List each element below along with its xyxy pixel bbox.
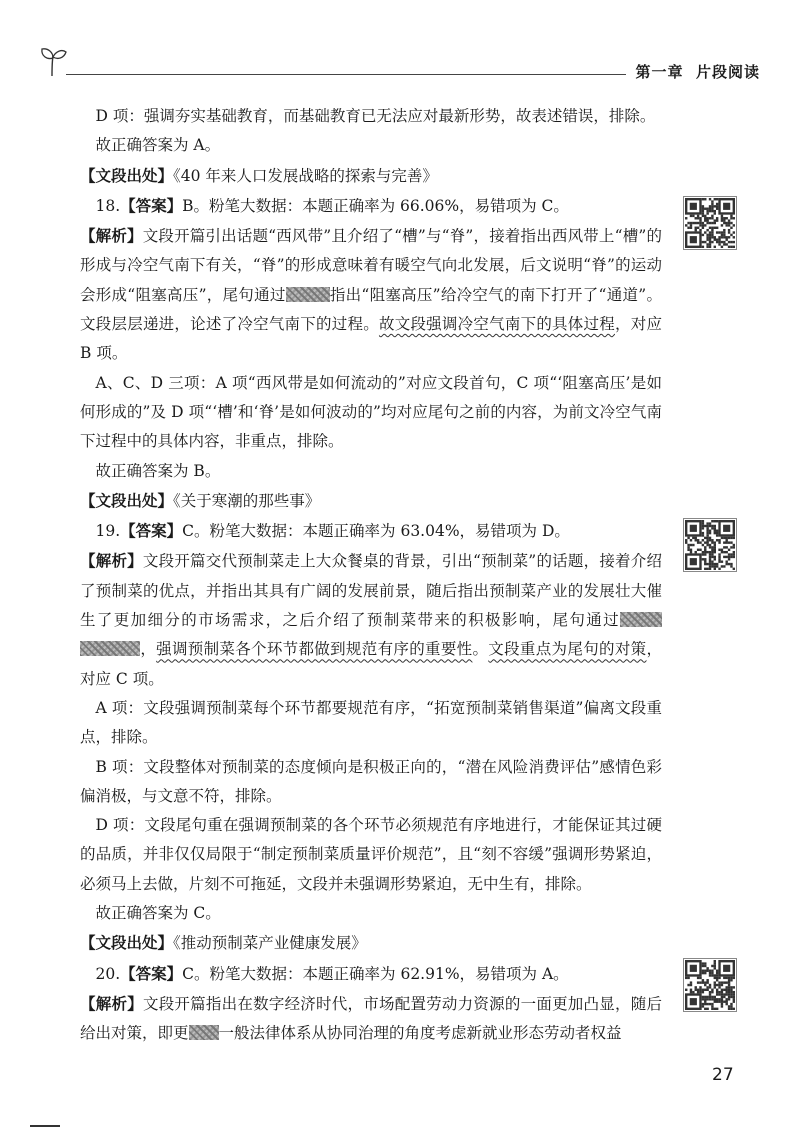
answer-label: 【答案】 bbox=[120, 521, 183, 541]
page-number: 27 bbox=[712, 1065, 734, 1085]
q19-option-b: B 项：文段整体对预制菜的态度倾向是积极正向的，“潜在风险消费评估”感情色彩偏消极，与文意不符，排除。 bbox=[80, 757, 662, 805]
redacted-mosaic bbox=[286, 287, 330, 302]
q18-analysis-part3: ，对应 B 项。 bbox=[80, 315, 662, 363]
q20-analysis-part2: 一般法律体系从协同治理的角度考虑新就业形态劳动者权益 bbox=[218, 1024, 622, 1043]
q18-analysis-emphasis: 故文段强调冷空气南下的具体过程 bbox=[378, 315, 615, 334]
q20-answer bbox=[80, 959, 662, 989]
q18-answer bbox=[80, 191, 662, 221]
q19-conclusion: 故正确答案为 C。 bbox=[95, 904, 221, 923]
qr-code-icon[interactable] bbox=[683, 958, 737, 1012]
q17-conclusion: 故正确答案为 A。 bbox=[95, 136, 221, 155]
source-label: 【文段出处】 bbox=[80, 165, 174, 185]
source-label: 【文段出处】 bbox=[80, 490, 174, 510]
q17-option-d: D 项：强调夯实基础教育，而基础教育已无法应对最新形势，故表述错误，排除。 bbox=[95, 107, 656, 125]
q18-answer-text: B。粉笔大数据：本题正确率为 66.06%，易错项为 C。 bbox=[182, 196, 569, 215]
q20-number: 20. bbox=[95, 964, 121, 983]
q19-analysis-part2: ， bbox=[140, 640, 157, 659]
q17-source-title: 《40 年来人口发展战略的探索与完善》 bbox=[173, 166, 438, 185]
q19-option-d: D 项：文段尾句重在强调预制菜的各个环节必须规范有序地进行，才能保证其过硬的品质，并非仅仅局限于“制定预制菜质量评价规范”，且“刻不容缓”强调形势紧迫，必须马上去做，片刻不可拖延，文段并未强调形势紧迫，无中生有，排除。 bbox=[80, 816, 662, 893]
q17-source bbox=[80, 161, 662, 191]
q19-answer bbox=[80, 516, 662, 546]
analysis-label: 【解析】 bbox=[80, 993, 143, 1013]
q19-source-title: 《推动预制菜产业健康发展》 bbox=[173, 934, 367, 953]
q18-analysis-part2: 指出“阻塞高压”给冷空气的南下打开了“通道”。文段层层递进，论述了冷空气南下的过程。 bbox=[80, 285, 662, 334]
q19-analysis-part3: 。 bbox=[472, 640, 489, 659]
q18-source-title: 《关于寒潮的那些事》 bbox=[173, 491, 321, 510]
source-label: 【文段出处】 bbox=[80, 933, 174, 953]
q20-analysis bbox=[80, 989, 662, 1049]
answer-label: 【答案】 bbox=[120, 963, 183, 983]
analysis-label: 【解析】 bbox=[80, 551, 143, 571]
q19-analysis-emphasis-2: 文段重点为尾句的对策 bbox=[488, 640, 647, 659]
q18-conclusion: 故正确答案为 B。 bbox=[95, 461, 221, 480]
header-rule bbox=[66, 74, 626, 75]
q19-analysis bbox=[80, 546, 662, 693]
redacted-mosaic bbox=[189, 1025, 219, 1040]
q19-option-a: A 项：文段强调预制菜每个环节都要规范有序，“拓宽预制菜销售渠道”偏离文段重点，排除。 bbox=[80, 698, 662, 747]
q18-source bbox=[80, 486, 662, 516]
redacted-mosaic bbox=[80, 641, 140, 656]
chapter-number: 第一章 bbox=[635, 63, 684, 81]
q18-options-acd: A、C、D 三项：A 项“西风带是如何流动的”对应文段首句，C 项“‘阻塞高压’是如何形成的”及 D 项“‘槽’和‘脊’是如何波动的”均对应尾句之前的内容，为前文冷空气南下过程中的具体内容，非重点，排除。 bbox=[80, 373, 662, 451]
bottom-rule bbox=[30, 1125, 60, 1127]
qr-code-icon[interactable] bbox=[683, 518, 737, 572]
page-header bbox=[38, 42, 760, 82]
q18-analysis bbox=[80, 221, 662, 368]
q20-answer-text: C。粉笔大数据：本题正确率为 62.91%，易错项为 A。 bbox=[182, 964, 569, 983]
q19-answer-text: C。粉笔大数据：本题正确率为 63.04%，易错项为 D。 bbox=[182, 522, 570, 541]
q18-number: 18. bbox=[95, 196, 121, 215]
q19-source bbox=[80, 928, 662, 958]
analysis-label: 【解析】 bbox=[80, 226, 143, 246]
q19-analysis-part1: 文段开篇交代预制菜走上大众餐桌的背景，引出“预制菜”的话题，接着介绍了预制菜的优点，并指出其具有广阔的发展前景，随后指出预制菜产业的发展壮大催生了更加细分的市场需求，之后介绍了预制菜带来的积极影响，尾句通过 bbox=[80, 552, 662, 630]
qr-code-icon[interactable] bbox=[683, 196, 737, 250]
redacted-mosaic bbox=[620, 612, 662, 627]
q19-number: 19. bbox=[95, 522, 121, 541]
sprout-icon bbox=[38, 44, 68, 78]
q19-analysis-emphasis-1: 强调预制菜各个环节都做到规范有序的重要性 bbox=[156, 640, 473, 659]
section-name: 片段阅读 bbox=[695, 63, 760, 81]
q19-analysis-part4: ，对应 C 项。 bbox=[80, 640, 662, 688]
answer-label: 【答案】 bbox=[120, 195, 183, 215]
q18-analysis-part1: 文段开篇引出话题“西风带”且介绍了“槽”与“脊”，接着指出西风带上“槽”的形成与冷空气南下有关，“脊”的形成意味着有暖空气向北发展，后文说明“脊”的运动会形成“阻塞高压”，尾句通过 bbox=[80, 227, 662, 304]
chapter-title bbox=[636, 61, 760, 82]
q20-analysis-part1: 文段开篇指出在数字经济时代，市场配置劳动力资源的一面更加凸显，随后给出对策，即更 bbox=[80, 994, 662, 1043]
page-content bbox=[80, 102, 662, 1049]
